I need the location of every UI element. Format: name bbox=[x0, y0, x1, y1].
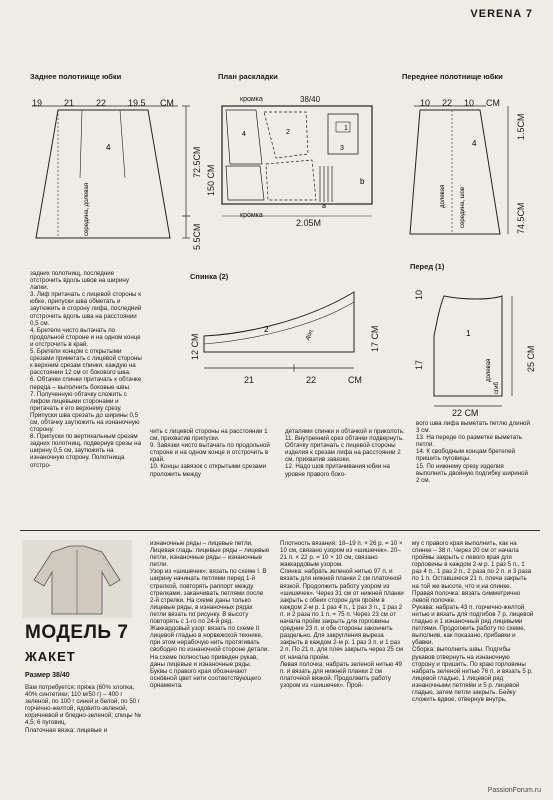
front-skirt-waist: 1.5СМ bbox=[516, 113, 526, 140]
front-skirt-side-label: долевая bbox=[440, 184, 446, 208]
back-title: Спинка (2) bbox=[190, 272, 229, 281]
front-right-dim: 25 СМ bbox=[526, 345, 536, 372]
jacket-thumbnail bbox=[22, 540, 132, 618]
layout-piece-1: 1 bbox=[344, 125, 348, 132]
back-fold-label: доп. bbox=[304, 327, 316, 341]
page-header-brand: VERENA 7 bbox=[470, 8, 533, 20]
layout-plan-diagram bbox=[216, 104, 376, 220]
back-skirt-length: 72.5СМ bbox=[192, 146, 202, 178]
back-skirt-diagram bbox=[20, 88, 210, 258]
back-skirt-dim-unit: СМ bbox=[160, 98, 174, 108]
back-bottom-dim-1: 21 bbox=[244, 375, 255, 385]
layout-piece-4: 4 bbox=[242, 131, 246, 138]
front-skirt-dim-2: 22 bbox=[442, 98, 453, 108]
text-column-3: деталями спинки и обтачкой и приколоть. 11. Внутренний срез обтачки подвернуть. Обтачку притачать с лицевой стороны изделия к срезам лифа на расстоянии 2 см, прихватив завязки. 12. Надо шов притачивания юбки на уровне правого боко- bbox=[285, 428, 405, 478]
section-divider bbox=[20, 530, 540, 531]
back-bottom-dim-2: 22 bbox=[306, 375, 317, 385]
front-fold-label: сгиб bbox=[494, 382, 500, 394]
model-subtitle: ЖАКЕТ bbox=[25, 649, 76, 664]
front-skirt-dim-3: 10 bbox=[464, 98, 475, 108]
back-diagram bbox=[194, 282, 384, 382]
back-piece-number: 2 bbox=[264, 325, 269, 334]
back-skirt-dim-1: 19 bbox=[32, 98, 43, 108]
materials-column: Вам потребуется: пряжа (60% хлопка, 40% синтетики; 110 м/50 г) – 400 г зеленой, по 100 г синей и белой, по 50 г горчично-желтой, ядовито-зеленой, коричневой и бледно-зеленой; спицы № 4,5; 6 пуговиц. Платочная вязка: лицевые и bbox=[25, 684, 141, 734]
layout-title: План раскладки bbox=[218, 72, 278, 81]
text-column-2: чить с лицевой стороны на расстоянии 1 см, прихватив припуски. 9. Завязки чисто вытачать по продольной стороне и на одном конце и отстрочить в край. 10. Концы завязок с открытыми срезами проложить между bbox=[150, 428, 270, 478]
front-skirt-seam-label: середина, шов bbox=[460, 186, 466, 228]
text-column-1: задних полотнищ, последние отстрочить вдоль швов на ширину лапки. 3. Лиф притачать с лицевой стороны к юбке, припуски шва обметать и заутюжить в сторону лифа, последний отстрочить вдоль шва на расстоянии 0,5 см. 4. Бретели чисто вытачать по продольной стороне и на одном конце и отстрочить в край. 5. Бретели концом с открытыми срезами приметать с лицевой стороны к верхним срезам спинки, каждую на расстоянии 12 см от бокового шва. 6. Обтачки спинки притачать к обтачке переда – выполнить боковые швы. 7. Полученную обтачку сложить с лифом лицевыми сторонами и притачать к его верхнему срезу. Припуски шва срезать до ширины 0,5 см, обтачку заутюжить на изнаночную сторону. 8. Припуски по вертикальным срезам задних полотнищ, подвернув срезы на ширину 0,5 см, заутюжить на изнаночную сторону. Полотнища отстро- bbox=[30, 270, 142, 469]
layout-kromka-bottom: кромка bbox=[240, 212, 263, 219]
front-skirt-dim-1: 10 bbox=[420, 98, 431, 108]
layout-piece-b: b bbox=[360, 177, 365, 186]
back-skirt-side-label: середина, долевая bbox=[84, 183, 90, 236]
back-skirt-piece-number: 4 bbox=[106, 143, 111, 152]
back-left-dim: 12 СМ bbox=[190, 333, 200, 360]
back-right-dim: 17 СМ bbox=[370, 325, 380, 352]
front-skirt-diagram bbox=[400, 88, 530, 248]
front-bottom-dim: 22 СМ bbox=[452, 408, 479, 418]
layout-piece-3: 3 bbox=[340, 145, 344, 152]
layout-size: 38/40 bbox=[300, 95, 321, 104]
text-column-4: вого шва лифа выметать петлю длиной 3 см. 13. На переде по разметке выметать петли. 14. К свободным концам бретелей пришить пуговицы. 15. По нижнему срезу изделия выполнить двойную подгибку шириной 2 см. bbox=[416, 420, 530, 484]
front-side-label: долевая bbox=[486, 358, 492, 382]
front-skirt-length: 74.5СМ bbox=[516, 202, 526, 234]
front-left-dim-2: 17 bbox=[414, 359, 424, 370]
instructions-column: Плотность вязания: 18–19 п. × 26 р. = 10 × 10 см, связано узором из «шишечек». 20–21 п. × 22 р. = 10 × 10 см, связано жаккардовым узором. Спинка: набрать зеленой нитью 97 п. и вязать для нижней планки 2 см платочной вязкой. Продолжить работу узором из «шишечек». Через 31 см от нижней планки закрыть с обеих сторон для пройм в каждом 2-м р. 1 раз 4 п., 1 раз 3 п., 1 раз 2 п. и 2 раза по 1 п. = 75 п. Через 23 см от начала пройм закрыть для горловины средние 23 п. и обе стороны закончить раздельно. Для закругления выреза закрыть в каждом 2-м р. 1 раз 3 п. и 1 раз 2 п. По 21 п. для плеч закрыть через 25 см от начала пройм. Левая полочка: набрать зеленой нитью 49 п. и вязать для нижней планки 2 см платочной вязкой. Продолжить работу узором из «шишечек». Прой- bbox=[280, 540, 404, 689]
back-skirt-hem: 5.5СМ bbox=[192, 223, 202, 250]
back-skirt-dim-4: 19.5 bbox=[128, 98, 146, 108]
back-skirt-title: Заднее полотнище юбки bbox=[30, 72, 122, 81]
back-skirt-dim-2: 21 bbox=[64, 98, 75, 108]
layout-width-dim: 150 СМ bbox=[206, 164, 216, 196]
stitches-column: изнаночные ряды – лицевые петли. Лицевая гладь: лицевые ряды – лицевые петли, изнаночные ряды – изнаночные петли. Узор из «шишечек»: вязать по схеме I. В ширину начинать петлями перед 1-й стрелкой, повторять раппорт между стрелками, заканчивать петлями после 2-й стрелки. На схеме даны только лицевые ряды, в изнаночных рядах петли вязать по рисунку. В высоту повторять с 1-го по 24-й ряд. Жаккардовый узор: вязать по схеме II лицевой гладью в норвежской технике, при этом нерабочую нить протягивать свободно по изнаночной стороне детали. На схеме полностью приведен рукав, даны лицевые и изнаночные ряды. Буквы с правого края обозначают основной цвет нити соответствующего орнамента. bbox=[150, 540, 270, 689]
back-bottom-dim-unit: СМ bbox=[348, 375, 362, 385]
model-size: Размер 38/40 bbox=[25, 672, 70, 679]
layout-length-dim: 2.05М bbox=[296, 218, 322, 228]
layout-kromka-top: кромка bbox=[240, 96, 263, 103]
instructions-column-2: му с правого края выполнить, как на спинке – 38 п. Через 20 см от начала проймы закрыть с левого края для горловины в каждом 2-м р. 1 раз 5 п., 1 раз 4 п., 1 раз 2 п., 2 раза по 2 п. и 3 раза по 1 п. Оставшиеся 21 п. плеча закрыть на той же высоте, что и на спинке. Правая полочка: вязать симметрично левой полочке. Рукава: набрать 43 п. горчично-желтой нитью и вязать для подгибов 7 р. лицевой гладью и 1 изнаночный ряд лицевыми петлями. Продолжить работу по схеме, выполнив, как показано, прибавки и убавки. Сборка: выполнить швы. Подгибы рукавов отвернуть на изнаночную сторону и пришить. По краю горловины набрать зеленой нитью 76 п. и вязать 5 р. лицевой гладью, 1 лицевой ряд изнаночными петлями и 5 р. лицевой гладью, затем петли закрыть. Бейку сложить вдвое, отвернув внутрь, bbox=[412, 540, 534, 704]
front-left-dim-1: 10 bbox=[414, 289, 424, 300]
front-piece-number: 1 bbox=[466, 329, 471, 338]
layout-piece-2: 2 bbox=[286, 129, 290, 136]
front-skirt-title: Переднее полотнище юбки bbox=[402, 72, 503, 81]
back-skirt-dim-3: 22 bbox=[96, 98, 107, 108]
layout-piece-a: a bbox=[322, 203, 326, 210]
front-title: Перед (1) bbox=[410, 262, 445, 271]
model-title: МОДЕЛЬ 7 bbox=[25, 622, 129, 643]
front-skirt-piece-number: 4 bbox=[472, 139, 477, 148]
watermark: PassionForum.ru bbox=[487, 787, 541, 794]
front-skirt-dim-unit: СМ bbox=[486, 98, 500, 108]
